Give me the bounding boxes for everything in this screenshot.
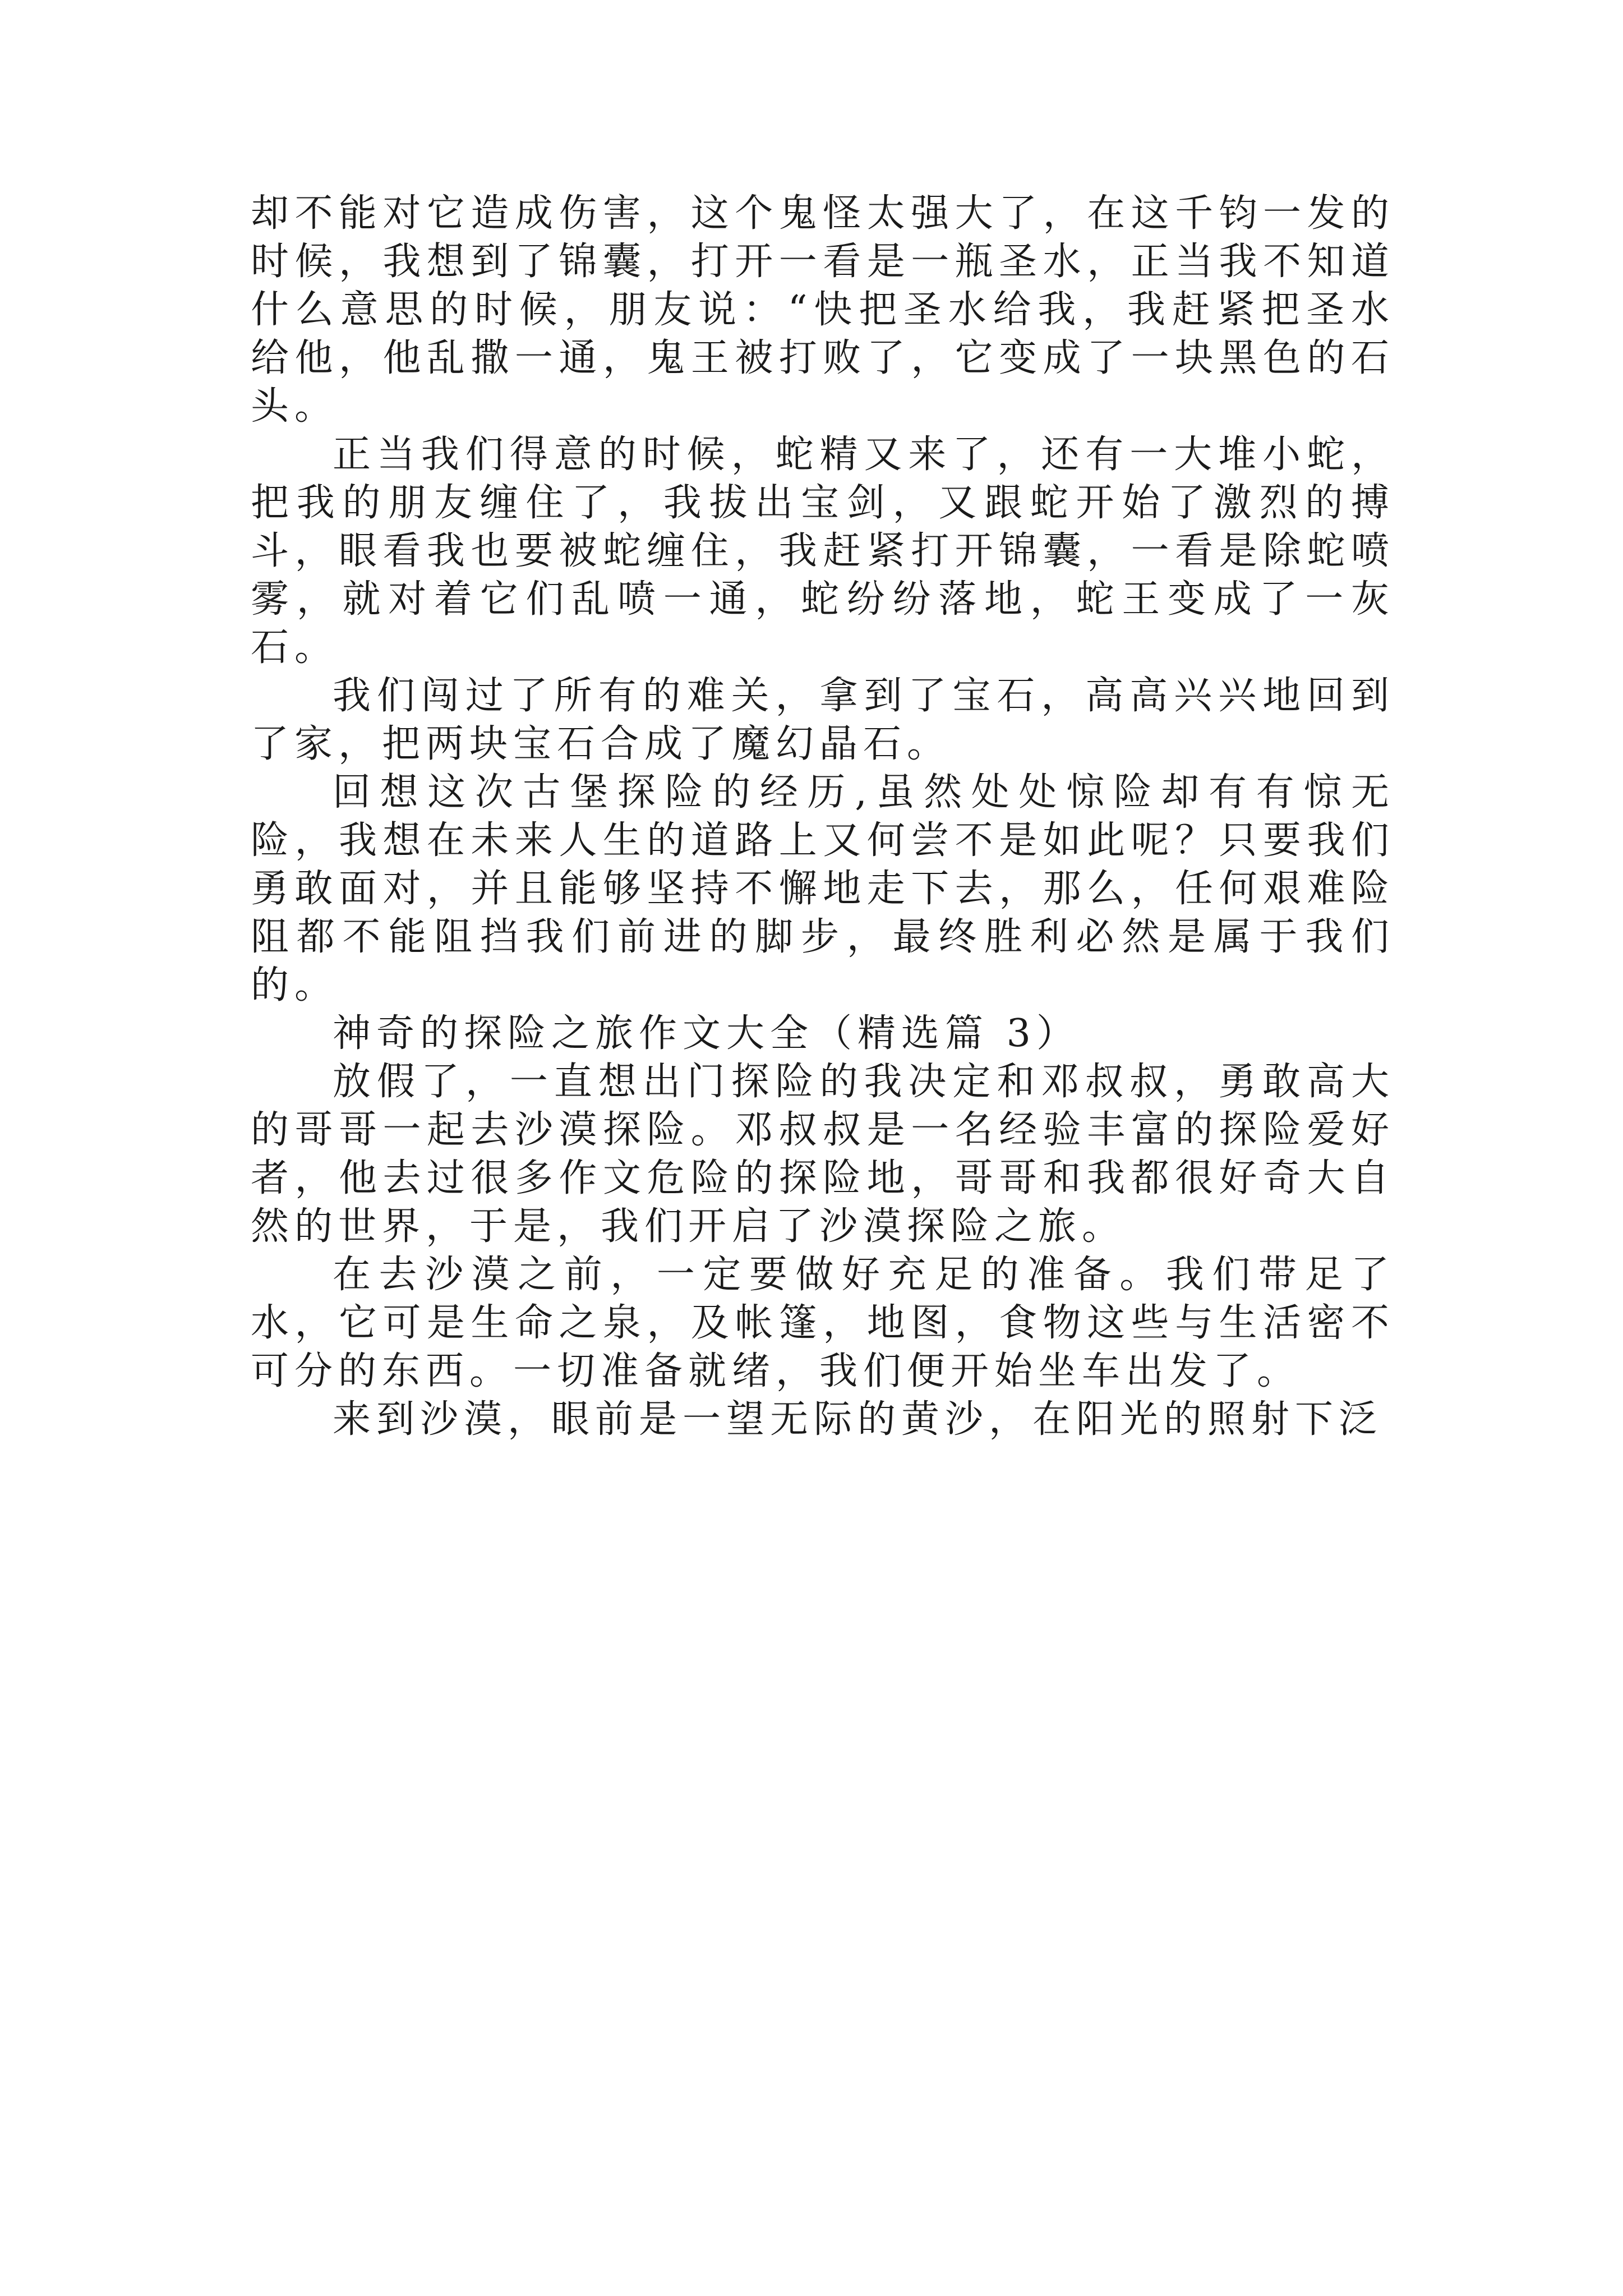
paragraph: 来到沙漠，眼前是一望无际的黄沙，在阳光的照射下泛 — [333, 1397, 1383, 1442]
document-body — [251, 190, 1395, 1444]
paragraph: 正当我们得意的时候，蛇精又来了，还有一大堆小蛇，把我的朋友缠住了，我拔出宝剑，又跟蛇开始了激烈的搏斗，眼看我也要被蛇缠住，我赶紧打开锦囊，一看是除蛇喷雾，就对着它们乱喷一通，蛇纷纷落地，蛇王变成了一灰石。 — [251, 432, 1395, 670]
section-heading: 神奇的探险之旅作文大全（精选篇 3） — [333, 1011, 1080, 1056]
paragraph: 放假了，一直想出门探险的我决定和邓叔叔，勇敢高大的哥哥一起去沙漠探险。邓叔叔是一名经验丰富的探险爱好者，他去过很多作文危险的探险地，哥哥和我都很好奇大自然的世界，于是，我们开启了沙漠探险之旅。 — [251, 1060, 1395, 1249]
paragraph: 我们闯过了所有的难关，拿到了宝石，高高兴兴地回到了家，把两块宝石合成了魔幻晶石。 — [251, 674, 1395, 766]
paragraph: 在去沙漠之前，一定要做好充足的准备。我们带足了水，它可是生命之泉，及帐篷，地图，食物这些与生活密不可分的东西。一切准备就绪，我们便开始坐车出发了。 — [251, 1253, 1395, 1393]
paragraph: 却不能对它造成伤害，这个鬼怪太强大了，在这千钧一发的时候，我想到了锦囊，打开一看是一瓶圣水，正当我不知道什么意思的时候，朋友说：“快把圣水给我，我赶紧把圣水给他，他乱撒一通，鬼王被打败了，它变成了一块黑色的石头。 — [251, 191, 1395, 429]
paragraph: 回想这次古堡探险的经历,虽然处处惊险却有有惊无险，我想在未来人生的道路上又何尝不是如此呢？只要我们勇敢面对，并且能够坚持不懈地走下去，那么，任何艰难险阻都不能阻挡我们前进的脚步，最终胜利必然是属于我们的。 — [251, 770, 1395, 1007]
